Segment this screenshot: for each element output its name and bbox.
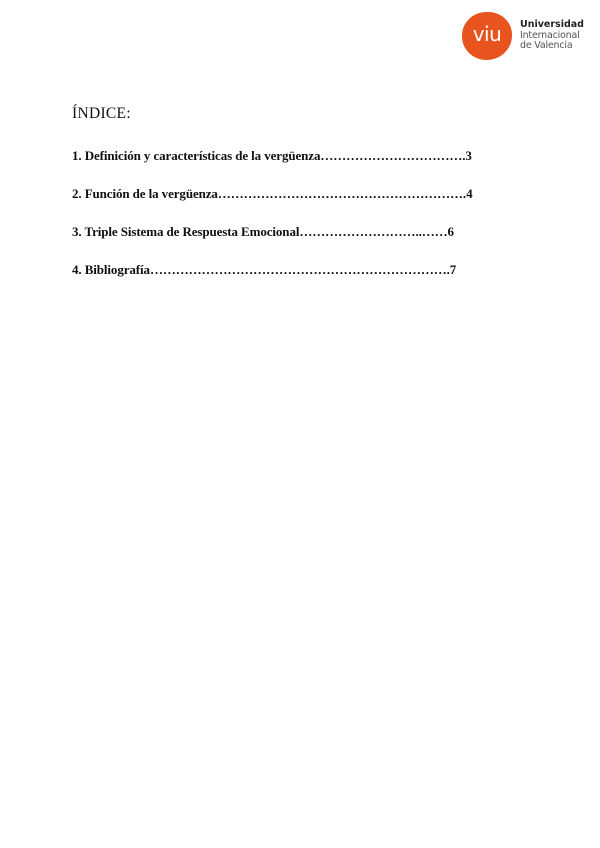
toc-entry-2[interactable]: 2. Función de la vergüenza………………………………………………….4 <box>72 186 473 201</box>
logo-line-1: Universidad <box>520 19 584 30</box>
toc-entry-4[interactable]: 4. Bibliografía…………………………………………………………….7 <box>72 262 457 277</box>
logo-line-2: Internacional <box>520 29 580 41</box>
logo-line-3: de Valencia <box>520 40 573 51</box>
logo-wordmark <box>520 20 584 52</box>
table-of-contents <box>72 147 532 299</box>
logo-mark-text: viu <box>472 22 502 46</box>
toc-entry-3[interactable]: 3. Triple Sistema de Respuesta Emocional………………………..……6 <box>72 224 454 239</box>
index-title: ÍNDICE: <box>72 105 131 122</box>
logo-mark <box>462 12 512 60</box>
toc-entry-1[interactable]: 1. Definición y características de la vergüenza…………………………….3 <box>72 148 472 163</box>
university-logo <box>462 12 592 62</box>
